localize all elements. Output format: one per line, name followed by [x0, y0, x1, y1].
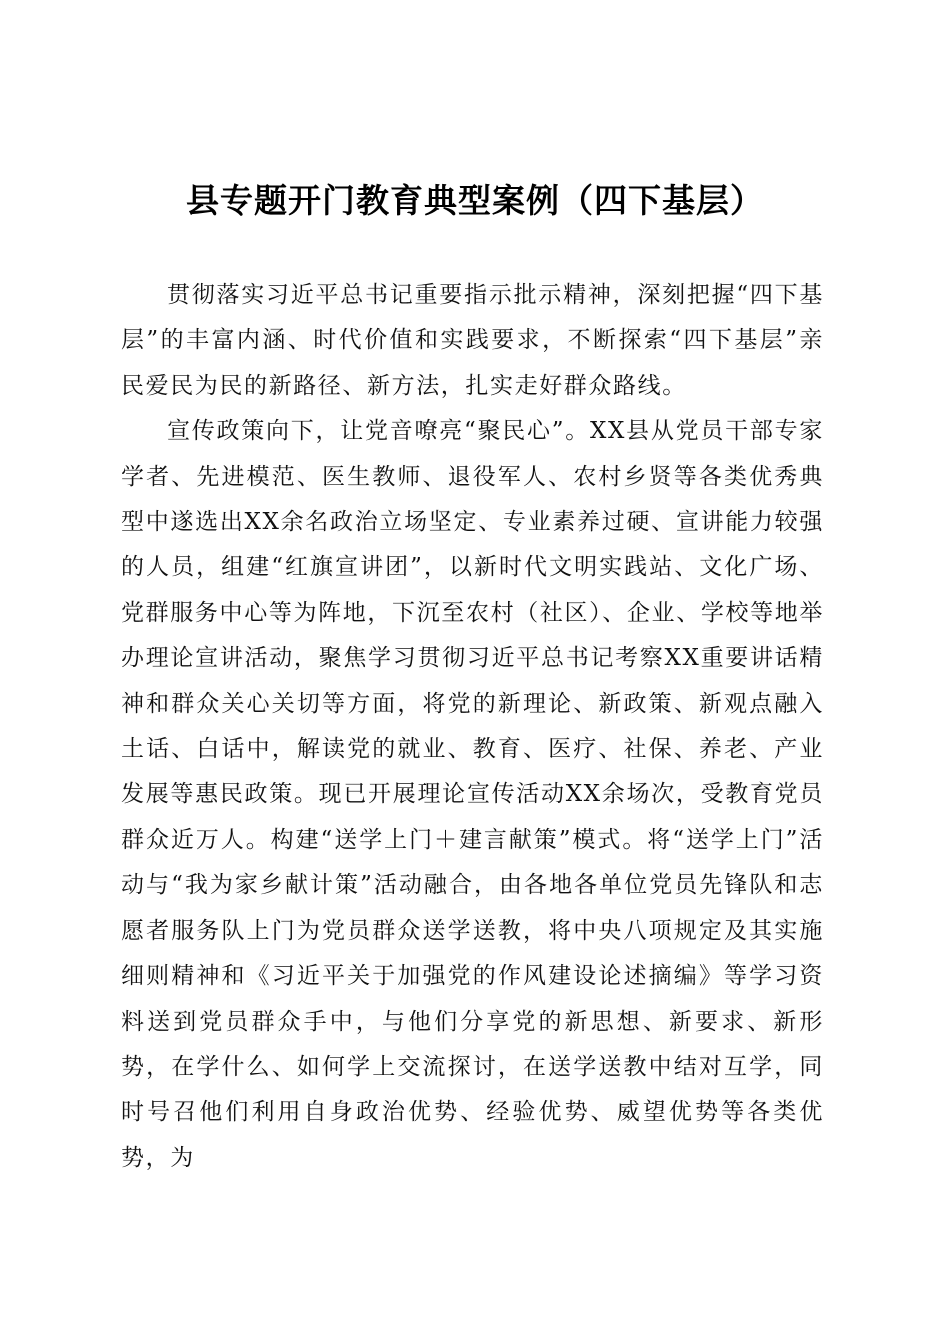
- document-title: 县专题开门教育典型案例（四下基层）: [186, 181, 764, 220]
- intro-paragraph: 贯彻落实习近平总书记重要指示批示精神，深刻把握“四下基层”的丰富内涵、时代价值和实践要求，不断探索“四下基层”亲民爱民为民的新路径、新方法，扎实走好群众路线。: [121, 282, 824, 399]
- policy-paragraph: 宣传政策向下，让党音嘹亮“聚民心”。XX县从党员干部专家学者、先进模范、医生教师、退役军人、农村乡贤等各类优秀典型中遂选出XX余名政治立场坚定、专业素养过硬、宣讲能力较强的人员，组建“红旗宣讲团”，以新时代文明实践站、文化广场、党群服务中心等为阵地，下沉至农村（社区）、企业、学校等地举办理论宣讲活动，聚焦学习贯彻习近平总书记考察XX重要讲话精神和群众关心关切等方面，将党的新理论、新政策、新观点融入土话、白话中，解读党的就业、教育、医疗、社保、养老、产业发展等惠民政策。现已开展理论宣传活动XX余场次，受教育党员群众近万人。构建“送学上门＋建言献策”模式。将“送学上门”活动与“我为家乡献计策”活动融合，由各地各单位党员先锋队和志愿者服务队上门为党员群众送学送教，将中央八项规定及其实施细则精神和《习近平关于加强党的作风建设论述摘编》等学习资料送到党员群众手中，与他们分享党的新思想、新要求、新形势，在学什么、如何学上交流探讨，在送学送教中结对互学，同时号召他们利用自身政治优势、经验优势、威望优势等各类优势，为: [121, 418, 824, 1171]
- document-body: [121, 273, 824, 1181]
